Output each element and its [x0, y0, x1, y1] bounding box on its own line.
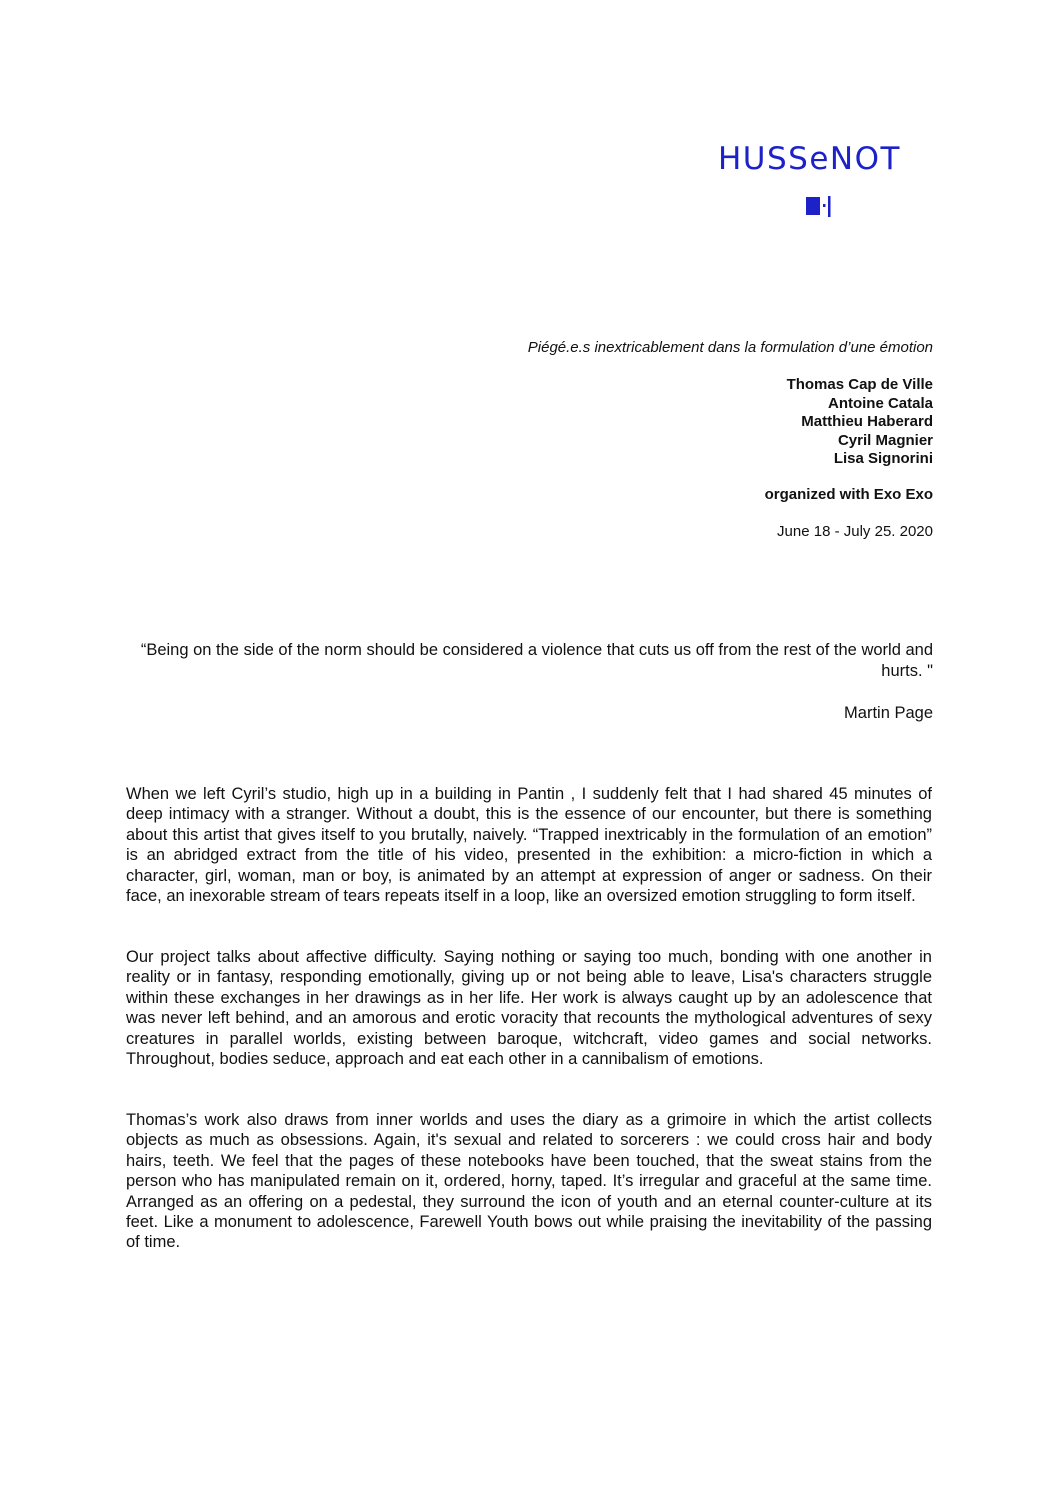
artist-name: Cyril Magnier	[837, 431, 933, 449]
artist-name: Antoine Catala	[827, 394, 933, 412]
exhibition-dates: June 18 - July 25. 2020	[777, 523, 933, 540]
logo-door-icon	[806, 195, 834, 217]
artist-name: Lisa Signorini	[833, 450, 933, 467]
gallery-logo	[718, 142, 918, 176]
body-paragraph: When we left Cyril’s studio, high up in a building in Pantin , I suddenly felt that I had shared 45 minutes of deep intimacy with a stranger. Without a doubt, this is the essence of our encounter, but there is something about this artist that gives itself to you brutally, naively. “Trapped inextricably in the formulation of an emotion” is an abridged extract from the title of his video, presented in the exhibition: a micro-fiction in which a character, girl, woman, man or boy, is animated by an attempt at expression of anger or sadness. On their face, an inexorable stream of tears repeats itself in a loop, like an oversized emotion struggling to form itself.	[126, 785, 932, 906]
artist-name: Thomas Cap de Ville	[786, 376, 933, 393]
artist-name: Matthieu Haberard	[801, 413, 933, 430]
organizer-line: organized with Exo Exo	[764, 486, 933, 503]
exhibition-title: Piégé.e.s inextricablement dans la formulation d’une émotion	[527, 339, 933, 356]
body-paragraph: Our project talks about affective difficulty. Saying nothing or saying too much, bonding with one another in reality or in fantasy, responding emotionally, giving up or not being able to leave, Lisa's characters struggle within these exchanges in her drawings as in her life. Her work is always caught up by an adolescence that was never left behind, and an amorous and erotic voracity that recounts the mythological adventures of sexy creatures in parallel worlds, existing between baroque, witchcraft, video games and social networks. Throughout, bodies seduce, approach and eat each other in a cannibalism of emotions.	[126, 948, 932, 1069]
body-paragraph: Thomas’s work also draws from inner worlds and uses the diary as a grimoire in which the artist collects objects as much as obsessions. Again, it's sexual and related to sorcerers : we could cross hair and body hairs, teeth. We feel that the pages of these notebooks have been touched, that the sweat stains from the person who has manipulated remain on it, ordered, horny, taped. It’s irregular and graceful at the same time. Arranged as an offering on a pedestal, they surround the icon of youth and an eternal counter-culture at its feet. Like a monument to adolescence, Farewell Youth bows out while praising the inevitability of the passing of time.	[126, 1111, 932, 1252]
logo-wordmark: HUSSeNOT	[718, 141, 901, 177]
quote-author: Martin Page	[844, 704, 933, 722]
epigraph-quote: “Being on the side of the norm should be considered a violence that cuts us off from the rest of the world and hurts. "	[140, 641, 933, 680]
artist-list	[373, 375, 933, 468]
